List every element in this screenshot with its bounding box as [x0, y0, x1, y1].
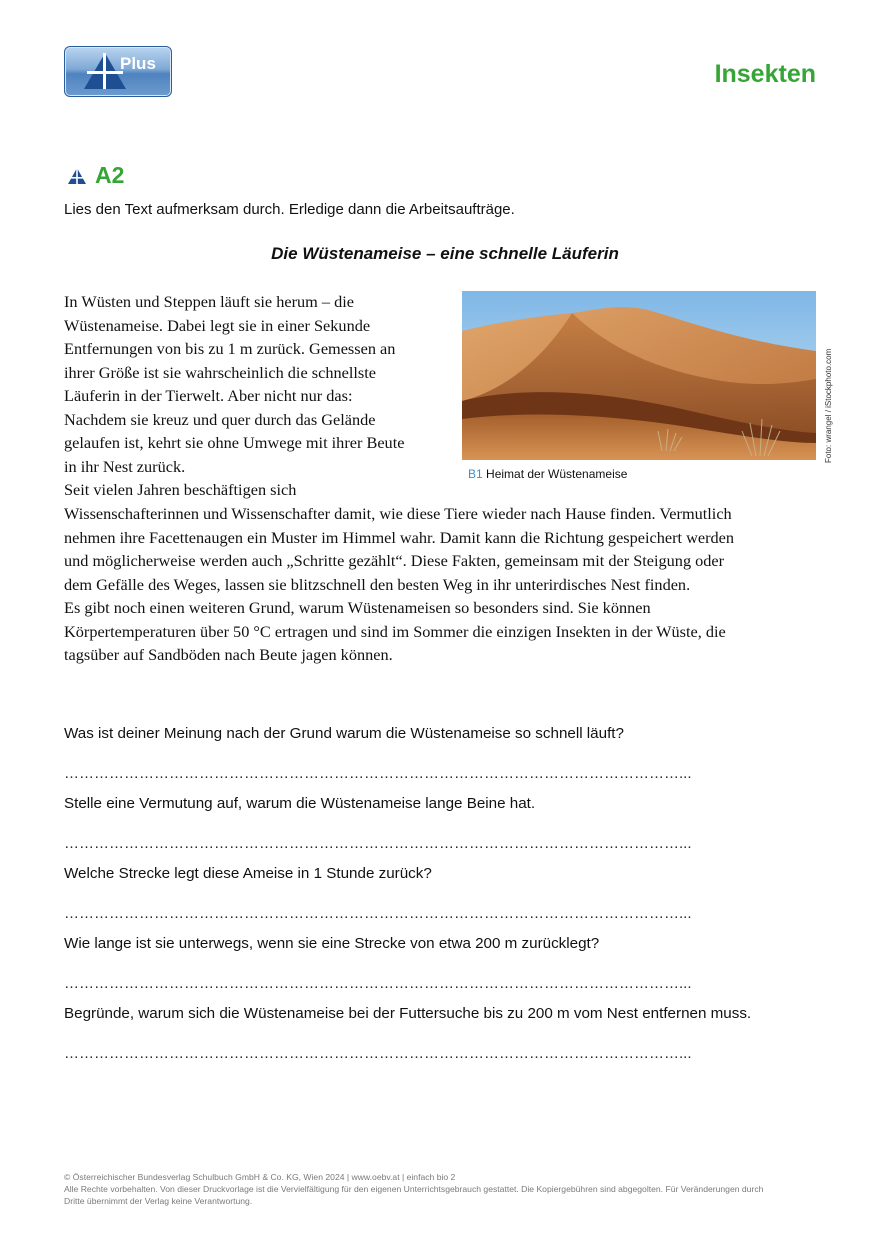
answer-line-5[interactable]: ……………………………………………………………………………………………………………... [64, 1045, 692, 1062]
topic-title: Insekten [714, 60, 816, 88]
publisher-logo [64, 46, 172, 97]
text-line: Entfernungen von bis zu 1 m zurück. Gemessen an [64, 339, 396, 358]
text-full-block [64, 502, 824, 667]
footer-line: Dritte übernimmt der Verlag keine Verantwortung. [64, 1196, 253, 1206]
question-4: Wie lange ist sie unterwegs, wenn sie eine Strecke von etwa 200 m zurücklegt? [64, 935, 600, 952]
figure-number: B1 [468, 467, 483, 481]
footer-line: © Österreichischer Bundesverlag Schulbuch GmbH & Co. KG, Wien 2024 | www.oebv.at | einfach bio 2 [64, 1172, 456, 1182]
photo-credit: Foto: wrangel / iStockphoto.com [824, 348, 833, 463]
text-line: Läuferin in der Tierwelt. Aber nicht nur das: [64, 386, 353, 405]
desert-dune-image [462, 291, 816, 460]
text-line: ihrer Größe ist sie wahrscheinlich die schnellste [64, 362, 376, 382]
figure-caption-text: Heimat der Wüstenameise [486, 467, 628, 481]
question-1: Was ist deiner Meinung nach der Grund warum die Wüstenameise so schnell läuft? [64, 725, 624, 742]
text-line: dem Gefälle des Weges, lassen sie blitzschnell den besten Weg in ihr unterirdisches Nest finden. [64, 574, 691, 594]
text-line: Seit vielen Jahren beschäftigen sich [64, 480, 297, 499]
footer-line: Alle Rechte vorbehalten. Von dieser Druckvorlage ist die Vervielfältigung für den eigenen Unterrichtsgebrauch gestattet. Die Kopiergebühren sind abgegolten. Für Veränderungen durch [64, 1184, 764, 1194]
text-title: Die Wüstenameise – eine schnelle Läuferin [271, 244, 619, 263]
question-3: Welche Strecke legt diese Ameise in 1 Stunde zurück? [64, 865, 432, 882]
answer-line-4[interactable]: ……………………………………………………………………………………………………………... [64, 975, 692, 992]
logo-text: Plus [120, 54, 156, 73]
text-line: und möglicherweise werden auch „Schritte gezählt“. Diese Fakten, gemeinsam mit der Steigung oder [64, 551, 725, 570]
text-line: Wüstenameise. Dabei legt sie in einer Sekunde [64, 315, 371, 335]
text-line: gelaufen ist, kehrt sie ohne Umwege mit ihrer Beute [64, 433, 405, 452]
text-line: Es gibt noch einen weiteren Grund, warum Wüstenameisen so besonders sind. Sie können [64, 598, 651, 617]
desert-photo [462, 291, 816, 460]
task-label: A2 [95, 162, 125, 188]
text-line: tagsüber auf Sandböden nach Beute jagen können. [64, 645, 393, 664]
triangle-task-icon [68, 168, 86, 184]
task-instructions: Lies den Text aufmerksam durch. Erledige dann die Arbeitsaufträge. [64, 201, 515, 218]
text-line: nehmen ihre Facettenaugen ein Muster im Himmel wahr. Damit kann die Richtung gespeichert werden [64, 527, 735, 547]
text-line: Nachdem sie kreuz und quer durch das Gelände [64, 409, 376, 429]
text-line: Wissenschafterinnen und Wissenschafter damit, wie diese Tiere wieder nach Hause finden. Vermutlich [64, 504, 732, 523]
answer-line-3[interactable]: ……………………………………………………………………………………………………………... [64, 905, 692, 922]
figure-caption [468, 467, 627, 481]
question-5: Begründe, warum sich die Wüstenameise bei der Futtersuche bis zu 200 m vom Nest entfernen muss. [64, 1005, 752, 1022]
text-wrapped-block [64, 290, 444, 502]
text-line: Körpertemperaturen über 50 °C ertragen und sind im Sommer die einzigen Insekten in der Wüste, die [64, 621, 726, 641]
text-line: In Wüsten und Steppen läuft sie herum – die [64, 292, 354, 311]
text-line: in ihr Nest zurück. [64, 456, 186, 476]
question-2: Stelle eine Vermutung auf, warum die Wüstenameise lange Beine hat. [64, 795, 536, 812]
copyright-footer [64, 1171, 824, 1207]
answer-line-2[interactable]: ……………………………………………………………………………………………………………... [64, 835, 692, 852]
answer-line-1[interactable]: ……………………………………………………………………………………………………………... [64, 765, 692, 782]
